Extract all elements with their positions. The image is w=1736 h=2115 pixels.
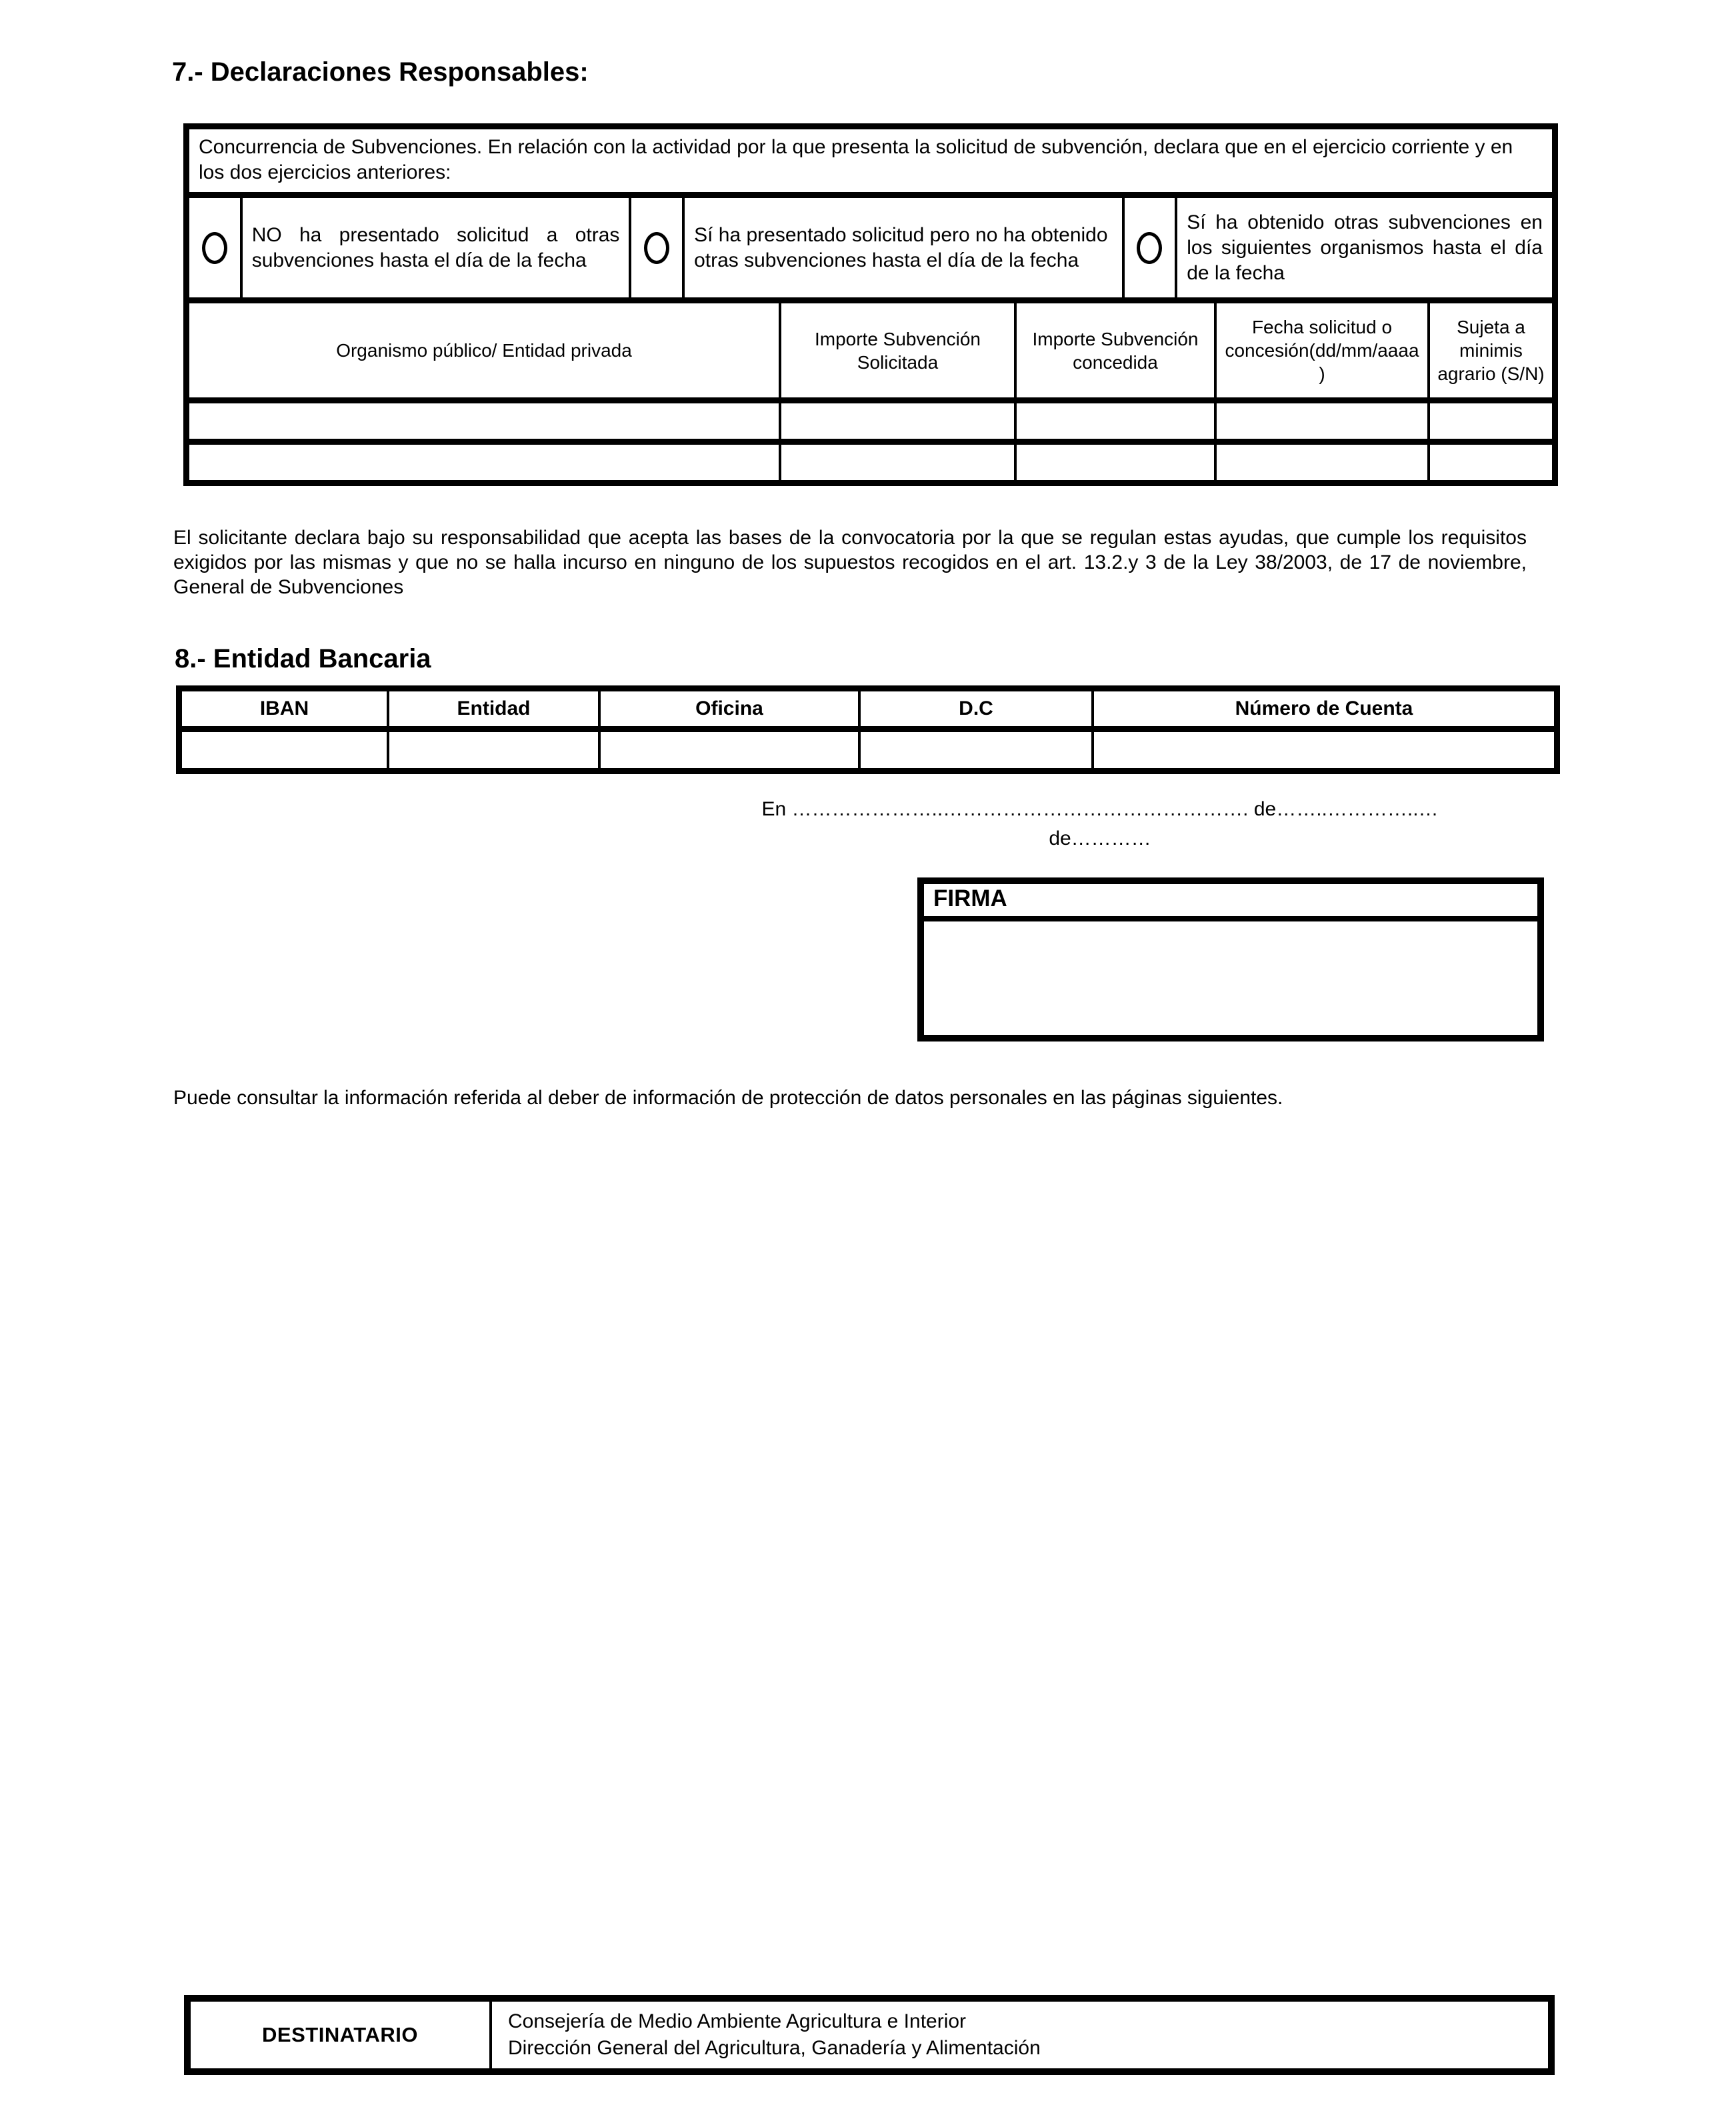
field-oficina[interactable] bbox=[601, 732, 861, 768]
field-importe-concedida-2[interactable] bbox=[1017, 445, 1217, 480]
concurrencia-data-row-1 bbox=[189, 397, 1552, 439]
radio-si-presentado-no-obtenido[interactable] bbox=[631, 198, 685, 297]
field-sujeta-1[interactable] bbox=[1430, 403, 1552, 439]
signature-field[interactable] bbox=[924, 921, 1537, 1035]
col-iban: IBAN bbox=[182, 691, 389, 726]
declaration-paragraph: El solicitante declara bajo su responsabilidad que acepta las bases de la convocatoria por la que se regulan estas ayudas, que cumple los requisitos exigidos por las mismas y que no se halla incurso en ninguno de los supuestos recogidos en el art. 13.2.y 3 de la Ley 38/2003, de 17 de noviembre, General de Subvenciones bbox=[173, 527, 1527, 598]
field-dc[interactable] bbox=[861, 732, 1094, 768]
field-importe-solicitada-2[interactable] bbox=[781, 445, 1017, 480]
signature-box bbox=[917, 877, 1544, 1041]
bank-table bbox=[176, 685, 1560, 774]
col-organismo: Organismo público/ Entidad privada bbox=[189, 303, 781, 397]
radio-si-obtenido-icon[interactable] bbox=[1137, 232, 1162, 264]
radio-si-obtenido[interactable] bbox=[1125, 198, 1178, 297]
col-oficina: Oficina bbox=[601, 691, 861, 726]
radio-no-presentado[interactable] bbox=[189, 198, 243, 297]
section7-title: 7.- Declaraciones Responsables: bbox=[172, 57, 589, 87]
col-fecha: Fecha solicitud o concesión(dd/mm/aaaa) bbox=[1217, 303, 1430, 397]
destinatario-recipient bbox=[492, 2002, 1548, 2068]
option-si-presentado-no-obtenido-label: Sí ha presentado solicitud pero no ha obtenido otras subvenciones hasta el día de la fecha bbox=[685, 198, 1124, 297]
bank-table-data-row bbox=[182, 726, 1554, 768]
concurrencia-options-row bbox=[189, 192, 1552, 297]
option-si-obtenido-label: Sí ha obtenido otras subvenciones en los siguientes organismos hasta el día de la fecha bbox=[1187, 211, 1543, 284]
field-entidad[interactable] bbox=[389, 732, 601, 768]
radio-no-presentado-icon[interactable] bbox=[202, 232, 227, 264]
bank-table-headers bbox=[182, 691, 1554, 726]
destinatario-label: DESTINATARIO bbox=[191, 2002, 492, 2068]
concurrencia-table bbox=[183, 123, 1558, 486]
field-iban[interactable] bbox=[182, 732, 389, 768]
field-importe-concedida-1[interactable] bbox=[1017, 403, 1217, 439]
signature-box-label: FIRMA bbox=[924, 884, 1537, 921]
date-line-1[interactable]: En …………………..………………………………………. de……..…………..… bbox=[761, 798, 1439, 820]
concurrencia-column-headers bbox=[189, 297, 1552, 397]
col-dc: D.C bbox=[861, 691, 1094, 726]
field-fecha-1[interactable] bbox=[1217, 403, 1430, 439]
field-sujeta-2[interactable] bbox=[1430, 445, 1552, 480]
recipient-line-2: Dirección General del Agricultura, Ganadería y Alimentación bbox=[508, 2037, 1041, 2059]
col-numero-cuenta: Número de Cuenta bbox=[1235, 697, 1413, 719]
field-importe-solicitada-1[interactable] bbox=[781, 403, 1017, 439]
field-organismo-2[interactable] bbox=[189, 445, 781, 480]
privacy-note: Puede consultar la información referida al deber de información de protección de datos personales en las páginas siguientes. bbox=[173, 1087, 1283, 1109]
concurrencia-header: Concurrencia de Subvenciones. En relación con la actividad por la que presenta la solicitud de subvención, declara que en el ejercicio corriente y en los dos ejercicios anteriores: bbox=[199, 136, 1513, 183]
col-entidad: Entidad bbox=[389, 691, 601, 726]
option-no-presentado-label: NO ha presentado solicitud a otras subvenciones hasta el día de la fecha bbox=[243, 198, 632, 297]
destinatario-table bbox=[184, 1995, 1555, 2075]
radio-si-presentado-no-obtenido-icon[interactable] bbox=[644, 232, 669, 264]
concurrencia-data-row-2 bbox=[189, 439, 1552, 480]
col-importe-concedida: Importe Subvención concedida bbox=[1017, 303, 1217, 397]
field-numero-cuenta[interactable] bbox=[1094, 732, 1554, 768]
date-place-block bbox=[633, 795, 1567, 853]
date-line-2[interactable]: de………… bbox=[1049, 827, 1151, 849]
col-importe-solicitada: Importe Subvención Solicitada bbox=[781, 303, 1017, 397]
field-organismo-1[interactable] bbox=[189, 403, 781, 439]
field-fecha-2[interactable] bbox=[1217, 445, 1430, 480]
section8-title: 8.- Entidad Bancaria bbox=[175, 644, 431, 673]
col-sujeta-minimis: Sujeta a minimis agrario (S/N) bbox=[1437, 317, 1545, 384]
recipient-line-1: Consejería de Medio Ambiente Agricultura e Interior bbox=[508, 2010, 967, 2032]
